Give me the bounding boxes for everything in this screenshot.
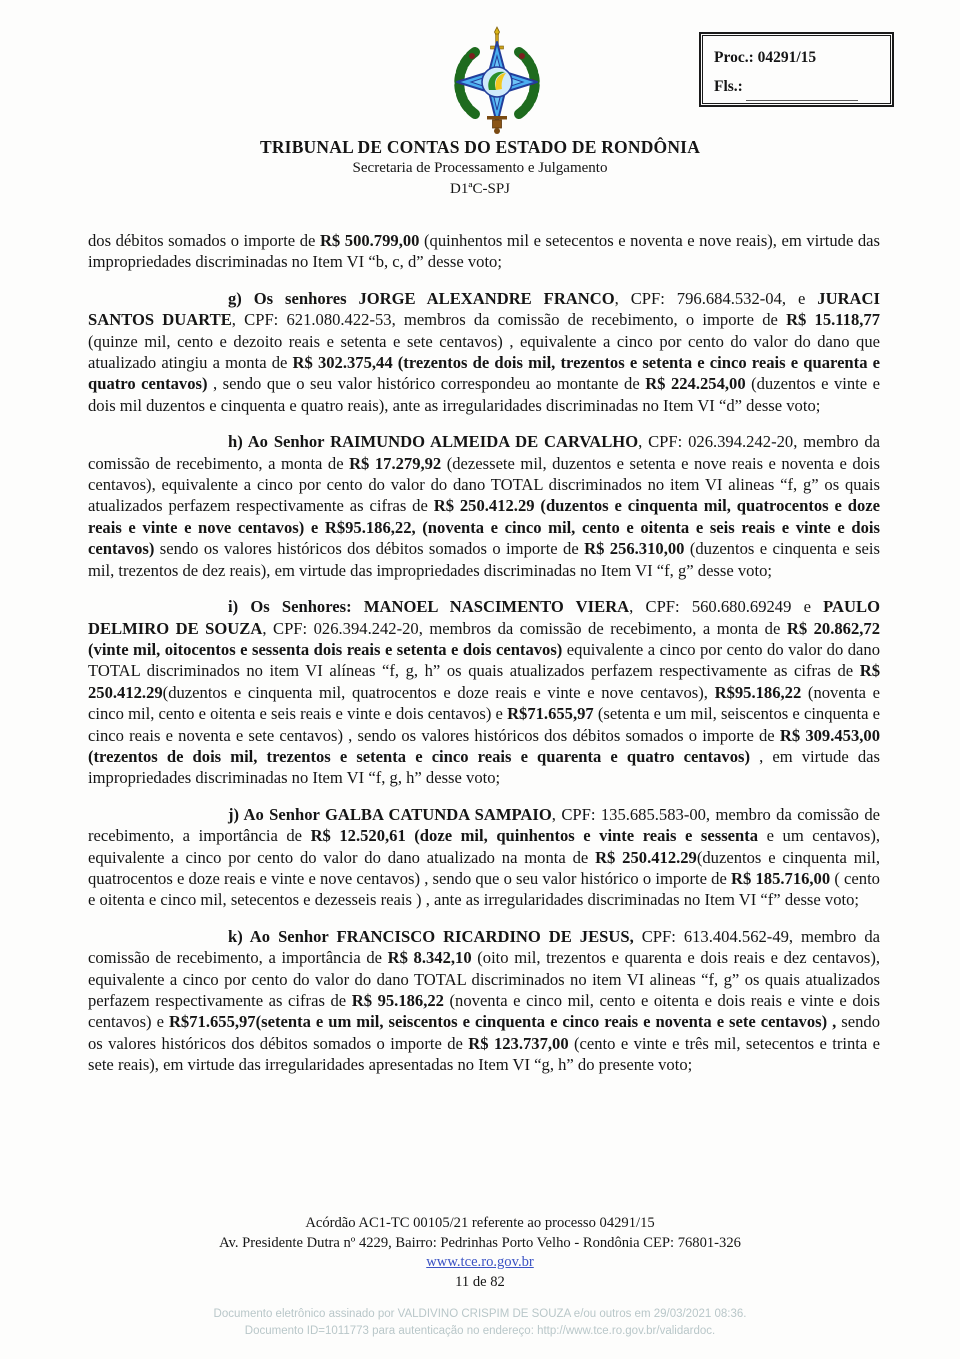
signature-watermark-line2: Documento ID=1011773 para autenticação no endereço: http://www.tce.ro.gov.br/validardoc. — [244, 1325, 716, 1337]
sheet-number-blank-line — [746, 88, 858, 101]
footer-address: Av. Presidente Dutra nº 4229, Bairro: Pedrinhas Porto Velho - Rondônia CEP: 76801-326 — [219, 1234, 741, 1251]
organization-name: TRIBUNAL DE CONTAS DO ESTADO DE RONDÔNIA — [259, 137, 701, 157]
signature-watermark — [0, 1306, 960, 1340]
footer-website-link[interactable]: www.tce.ro.gov.br — [426, 1254, 534, 1270]
document-paragraphs — [88, 230, 880, 1091]
process-number-box — [699, 32, 894, 107]
paragraph: dos débitos somados o importe de R$ 500.799,00 (quinhentos mil e setecentos e noventa e nove reais), em virtude das impropriedades discriminadas no Item VI “b, c, d” desse voto; — [88, 231, 880, 272]
paragraph: g) Os senhores JORGE ALEXANDRE FRANCO, CPF: 796.684.532-04, e JURACI SANTOS DUARTE, CPF: 621.080.422-53, membros da comissão de recebimento, o importe de R$ 15.118,77 (quinze mil, cento e dezoito reais e setenta e sete centavos) , equivalente a cinco por cento do valor do dano que atualizado atingiu a monta de R$ 302.375,44 (trezentos de dois mil, trezentos e setenta e cinco reais e quarenta e quatro centavos) , sendo que o seu valor histórico correspondeu ao montante de R$ 224.254,00 (duzentos e vinte e dois mil duzentos e cinquenta e quatro reais), ante as irregularidades discriminadas no Item VI “d” desse voto; — [88, 288, 881, 415]
process-number: Proc.: 04291/15 — [714, 49, 817, 66]
coat-of-arms-icon — [445, 26, 549, 134]
unit-code: D1ªC-SPJ — [450, 181, 510, 197]
rondonia-coat-of-arms-logo — [445, 26, 549, 134]
footer-accordion-reference: Acórdão AC1-TC 00105/21 referente ao processo 04291/15 — [305, 1215, 655, 1231]
paragraph: k) Ao Senhor FRANCISCO RICARDINO DE JESUS, CPF: 613.404.562-49, membro da comissão de recebimento, a importância de R$ 8.342,10 (oito mil, trezentos e quarenta e dois reais e dez centavos), equivalente a cinco por cento do valor do dano TOTAL discriminados no item VI alineas “f, g” os quais atualizados perfazem respectivamente as cifras de R$ 95.186,22 (noventa e cinco mil, cento e oitenta e dois reais e vinte e dois centavos) e R$71.655,97(setenta e um mil, seiscentos e cinquenta e cinco reais e noventa e sete centavos) , sendo os valores históricos dos débitos somados o importe de R$ 123.737,00 (cento e vinte e três mil, setecentos e trinta e sete reais), em virtude das irregularidades apresentadas no Item VI “g, h” do presente voto; — [88, 926, 880, 1075]
paragraph: h) Ao Senhor RAIMUNDO ALMEIDA DE CARVALHO, CPF: 026.394.242-20, membro da comissão de recebimento, a monta de R$ 17.279,92 (dezessete mil, duzentos e setenta e nove reais e noventa e dois centavos), equivalente a cinco por cento do valor do dano TOTAL discriminados no item VI alineas “f, g” os quais atualizados perfazem respectivamente as cifras de R$ 250.412.29 (duzentos e cinquenta mil, quatrocentos e doze reais e vinte e nove centavos) e R$95.186,22, (noventa e cinco mil, cento e oitenta e seis reais e vinte e dois centavos) sendo os valores históricos dos débitos somados o importe de R$ 256.310,00 (duzentos e cinquenta e seis mil, trezentos de dez reais), em virtude das impropriedades discriminadas no Item VI “f, g” desse voto; — [88, 432, 881, 580]
paragraph: i) Os Senhores: MANOEL NASCIMENTO VIERA, CPF: 560.680.69249 e PAULO DELMIRO DE SOUZA, CPF: 026.394.242-20, membros da comissão de recebimento, a monta de R$ 20.862,72 (vinte mil, oitocentos e sessenta dois reais e setenta e dois centavos) equivalente a cinco por cento do valor do dano TOTAL discriminados no item VI alíneas “f, g, h” os quais atualizados perfazem respectivamente as cifras de R$ 250.412.29(duzentos e cinquenta mil, quatrocentos e doze reais e vinte e nove centavos), R$95.186,22 (noventa e cinco mil, cento e oitenta e seis reais e vinte e dois centavos) e R$71.655,97 (setenta e um mil, seiscentos e cinquenta e cinco reais e noventa e sete centavos) , sendo os valores históricos dos débitos somados o importe de R$ 309.453,00 (trezentos de dois mil, trezentos e setenta e cinco reais e quarenta e quatro centavos) , em virtude das impropriedades discriminadas no Item VI “f, g, h” desse voto; — [88, 597, 881, 788]
sheet-number-label: Fls.: — [714, 78, 743, 95]
letterhead — [0, 136, 960, 199]
department-name: Secretaria de Processamento e Julgamento — [352, 160, 608, 176]
page-number: 11 de 82 — [455, 1273, 505, 1290]
signature-watermark-line1: Documento eletrônico assinado por VALDIVINO CRISPIM DE SOUZA e/ou outros em 29/03/2021 08:36. — [213, 1308, 747, 1320]
sheet-number-row — [714, 72, 879, 101]
process-number-box-inner — [702, 35, 891, 104]
paragraph: j) Ao Senhor GALBA CATUNDA SAMPAIO, CPF: 135.685.583-00, membro da comissão de recebimento, a importância de R$ 12.520,61 (doze mil, quinhentos e vinte reais e sessenta e um centavos), equivalente a cinco por cento do valor do dano atualizado na monta de R$ 250.412.29(duzentos e cinquenta mil, quatrocentos e doze reais e vinte e nove centavos) , sendo que o seu valor histórico o importe de R$ 185.716,00 ( cento e oitenta e cinco mil, setecentos e dezesseis reais ) , ante as irregularidades discriminadas no Item VI “f” desse voto; — [88, 804, 880, 910]
page-footer — [0, 1214, 960, 1292]
